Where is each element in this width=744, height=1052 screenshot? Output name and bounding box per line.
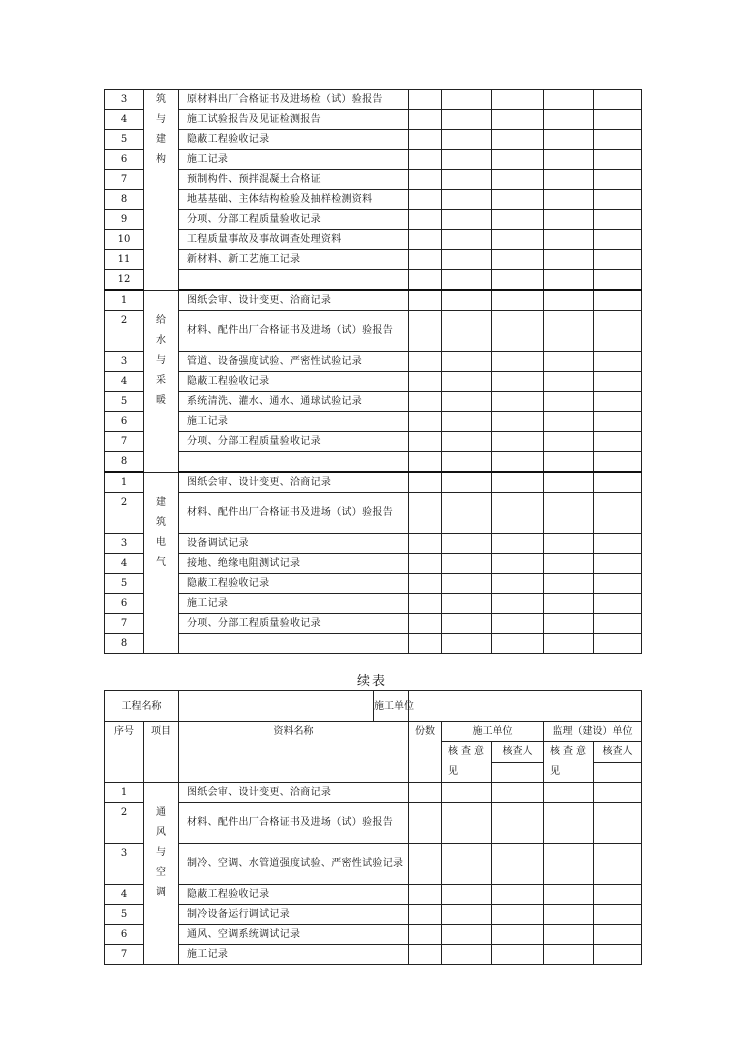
row-number: 3	[105, 90, 144, 110]
row-number: 3	[105, 844, 144, 885]
document-name: 预制构件、预拌混凝土合格证	[179, 170, 409, 190]
check-cell[interactable]	[492, 270, 544, 291]
row-number: 5	[105, 130, 144, 150]
check-cell[interactable]	[409, 230, 442, 250]
check-cell[interactable]	[594, 534, 642, 554]
document-name: 施工记录	[179, 150, 409, 170]
document-name: 分项、分部工程质量验收记录	[179, 210, 409, 230]
check-cell[interactable]	[544, 493, 594, 534]
check-cell[interactable]	[442, 885, 492, 905]
check-cell[interactable]	[409, 210, 442, 230]
row-number: 8	[105, 634, 144, 654]
check-cell[interactable]	[594, 574, 642, 594]
table-row	[105, 432, 642, 452]
check-cell[interactable]	[442, 90, 492, 110]
check-cell[interactable]	[492, 554, 544, 574]
check-cell[interactable]	[544, 885, 594, 905]
document-name: 材料、配件出厂合格证书及进场（试）验报告	[179, 493, 409, 534]
document-name: 设备调试记录	[179, 534, 409, 554]
check-cell[interactable]	[544, 250, 594, 270]
check-cell[interactable]	[442, 230, 492, 250]
row-number: 12	[105, 270, 144, 291]
table-row	[105, 472, 642, 493]
materials-checklist-table	[104, 89, 642, 654]
check-cell[interactable]	[492, 452, 544, 473]
check-cell[interactable]	[492, 783, 544, 803]
check-cell[interactable]	[442, 412, 492, 432]
category-cell	[144, 472, 179, 654]
check-cell[interactable]	[594, 352, 642, 372]
check-cell[interactable]	[594, 130, 642, 150]
check-cell[interactable]	[594, 472, 642, 493]
check-cell[interactable]	[409, 250, 442, 270]
check-cell[interactable]	[594, 925, 642, 945]
seq-label: 序号	[105, 722, 144, 783]
check-cell[interactable]	[442, 372, 492, 392]
check-cell[interactable]	[544, 472, 594, 493]
row-number: 4	[105, 554, 144, 574]
row-number: 2	[105, 803, 144, 844]
check-cell[interactable]	[544, 190, 594, 210]
check-cell[interactable]	[409, 885, 442, 905]
table-row	[105, 493, 642, 534]
check-cell[interactable]	[544, 574, 594, 594]
document-name: 分项、分部工程质量验收记录	[179, 432, 409, 452]
check-cell[interactable]	[492, 250, 544, 270]
check-cell[interactable]	[492, 472, 544, 493]
check-cell[interactable]	[409, 594, 442, 614]
check-cell[interactable]	[442, 170, 492, 190]
check-cell[interactable]	[492, 945, 544, 965]
table-row	[105, 130, 642, 150]
check-cell[interactable]	[544, 230, 594, 250]
check-cell[interactable]	[492, 534, 544, 554]
check-cell[interactable]	[409, 432, 442, 452]
check-cell[interactable]	[409, 110, 442, 130]
check-cell[interactable]	[442, 844, 492, 885]
document-name: 隐蔽工程验收记录	[179, 885, 409, 905]
check-cell[interactable]	[594, 783, 642, 803]
table-row	[105, 150, 642, 170]
row-number: 6	[105, 412, 144, 432]
check-cell[interactable]	[544, 90, 594, 110]
check-cell[interactable]	[442, 905, 492, 925]
check-cell[interactable]	[442, 925, 492, 945]
document-name: 施工记录	[179, 945, 409, 965]
document-name: 图纸会审、设计变更、洽商记录	[179, 290, 409, 311]
document-name: 制冷设备运行调试记录	[179, 905, 409, 925]
check-cell[interactable]	[409, 311, 442, 352]
check-cell[interactable]	[492, 614, 544, 634]
contractor-label: 施工单位	[442, 722, 544, 742]
check-cell[interactable]	[409, 803, 442, 844]
document-name: 管道、设备强度试验、严密性试验记录	[179, 352, 409, 372]
row-number: 8	[105, 190, 144, 210]
table-row	[105, 412, 642, 432]
check-cell[interactable]	[492, 925, 544, 945]
check-cell[interactable]	[594, 372, 642, 392]
row-number: 3	[105, 352, 144, 372]
check-cell[interactable]	[594, 270, 642, 291]
check-cell[interactable]	[442, 493, 492, 534]
row-number: 11	[105, 250, 144, 270]
check-cell[interactable]	[594, 554, 642, 574]
check-cell[interactable]	[492, 210, 544, 230]
row-number: 4	[105, 110, 144, 130]
check-cell[interactable]	[544, 614, 594, 634]
check-cell[interactable]	[544, 110, 594, 130]
check-cell[interactable]	[442, 452, 492, 473]
check-cell[interactable]	[544, 412, 594, 432]
document-name: 制冷、空调、水管道强度试验、严密性试验记录	[179, 844, 409, 885]
check-cell[interactable]	[594, 885, 642, 905]
table-row	[105, 311, 642, 352]
table-row	[105, 803, 642, 844]
check-cell[interactable]	[442, 250, 492, 270]
document-name	[179, 634, 409, 654]
check-cell[interactable]	[594, 210, 642, 230]
row-number: 1	[105, 783, 144, 803]
table-row	[105, 250, 642, 270]
table-row	[105, 594, 642, 614]
check-cell[interactable]	[442, 472, 492, 493]
check-cell[interactable]	[544, 452, 594, 473]
category-label: 筑与建构	[156, 94, 166, 166]
document-name: 施工记录	[179, 594, 409, 614]
check-cell[interactable]	[409, 574, 442, 594]
check-cell[interactable]	[492, 574, 544, 594]
check-cell[interactable]	[594, 150, 642, 170]
check-cell[interactable]	[594, 493, 642, 534]
check-cell[interactable]	[492, 634, 544, 654]
check-cell[interactable]	[409, 412, 442, 432]
check-cell[interactable]	[492, 432, 544, 452]
document-name: 新材料、新工艺施工记录	[179, 250, 409, 270]
check-cell[interactable]	[594, 311, 642, 352]
row-number: 8	[105, 452, 144, 473]
table-row	[105, 554, 642, 574]
row-number: 5	[105, 574, 144, 594]
check-cell[interactable]	[442, 554, 492, 574]
table-row	[105, 925, 642, 945]
check-cell[interactable]	[544, 311, 594, 352]
ventilation-checklist-table	[104, 690, 642, 965]
supervisor-checker-label: 核查人	[594, 742, 642, 763]
check-cell[interactable]	[409, 493, 442, 534]
row-number: 3	[105, 534, 144, 554]
check-cell[interactable]	[594, 230, 642, 250]
row-number: 7	[105, 614, 144, 634]
table-row	[105, 90, 642, 110]
check-cell[interactable]	[442, 432, 492, 452]
check-cell[interactable]	[442, 634, 492, 654]
contractor-checker-cell[interactable]	[492, 762, 544, 783]
check-cell[interactable]	[442, 311, 492, 352]
check-cell[interactable]	[594, 452, 642, 473]
check-cell[interactable]	[594, 945, 642, 965]
row-number: 7	[105, 432, 144, 452]
check-cell[interactable]	[544, 634, 594, 654]
copies-label: 份数	[409, 722, 442, 783]
check-cell[interactable]	[544, 290, 594, 311]
construction-unit-value[interactable]	[409, 691, 642, 722]
check-cell[interactable]	[442, 290, 492, 311]
category-label: 通风与空调	[156, 807, 166, 899]
category-cell	[144, 783, 179, 965]
check-cell[interactable]	[409, 170, 442, 190]
check-cell[interactable]	[594, 594, 642, 614]
check-cell[interactable]	[409, 534, 442, 554]
check-cell[interactable]	[492, 844, 544, 885]
table-row	[105, 905, 642, 925]
check-cell[interactable]	[492, 905, 544, 925]
row-number: 5	[105, 392, 144, 412]
check-cell[interactable]	[594, 190, 642, 210]
check-cell[interactable]	[544, 270, 594, 291]
contractor-checker-label: 核查人	[492, 742, 544, 763]
table-row	[105, 230, 642, 250]
check-cell[interactable]	[409, 392, 442, 412]
check-cell[interactable]	[409, 614, 442, 634]
check-cell[interactable]	[409, 783, 442, 803]
item-label: 项目	[144, 722, 179, 783]
document-name	[179, 270, 409, 291]
check-cell[interactable]	[409, 352, 442, 372]
check-cell[interactable]	[544, 392, 594, 412]
row-number: 4	[105, 372, 144, 392]
row-number: 2	[105, 311, 144, 352]
check-cell[interactable]	[409, 150, 442, 170]
check-cell[interactable]	[442, 210, 492, 230]
check-cell[interactable]	[544, 925, 594, 945]
construction-unit-label: 施工单位	[374, 691, 409, 722]
table-row	[105, 392, 642, 412]
check-cell[interactable]	[442, 150, 492, 170]
row-number: 1	[105, 290, 144, 311]
document-name: 材料、配件出厂合格证书及进场（试）验报告	[179, 803, 409, 844]
table-row	[105, 945, 642, 965]
table-row	[105, 534, 642, 554]
category-cell	[144, 90, 179, 291]
table-row	[105, 885, 642, 905]
check-cell[interactable]	[544, 210, 594, 230]
check-cell[interactable]	[409, 372, 442, 392]
check-cell[interactable]	[544, 905, 594, 925]
check-cell[interactable]	[492, 130, 544, 150]
check-cell[interactable]	[409, 90, 442, 110]
check-cell[interactable]	[544, 594, 594, 614]
table-row	[105, 372, 642, 392]
check-cell[interactable]	[544, 783, 594, 803]
table-row	[105, 190, 642, 210]
row-number: 4	[105, 885, 144, 905]
check-cell[interactable]	[442, 783, 492, 803]
check-cell[interactable]	[442, 130, 492, 150]
category-label: 给水与采暖	[156, 314, 166, 406]
row-number: 1	[105, 472, 144, 493]
check-cell[interactable]	[594, 250, 642, 270]
check-cell[interactable]	[409, 634, 442, 654]
check-cell[interactable]	[409, 945, 442, 965]
project-name-value[interactable]	[179, 691, 374, 722]
check-cell[interactable]	[409, 190, 442, 210]
check-cell[interactable]	[544, 432, 594, 452]
table-row	[105, 210, 642, 230]
check-cell[interactable]	[492, 150, 544, 170]
check-cell[interactable]	[442, 594, 492, 614]
check-cell[interactable]	[492, 372, 544, 392]
document-name: 材料、配件出厂合格证书及进场（试）验报告	[179, 311, 409, 352]
check-cell[interactable]	[594, 110, 642, 130]
table-row	[105, 574, 642, 594]
check-cell[interactable]	[492, 190, 544, 210]
check-cell[interactable]	[442, 945, 492, 965]
row-number: 7	[105, 170, 144, 190]
check-cell[interactable]	[544, 945, 594, 965]
document-name: 原材料出厂合格证书及进场检（试）验报告	[179, 90, 409, 110]
table-row	[105, 844, 642, 885]
supervisor-checker-cell[interactable]	[594, 762, 642, 783]
document-name: 隐蔽工程验收记录	[179, 574, 409, 594]
doc-name-label: 资料名称	[179, 722, 409, 783]
check-cell[interactable]	[594, 844, 642, 885]
check-cell[interactable]	[594, 803, 642, 844]
check-cell[interactable]	[594, 90, 642, 110]
check-cell[interactable]	[544, 534, 594, 554]
check-cell[interactable]	[594, 634, 642, 654]
check-cell[interactable]	[492, 170, 544, 190]
continued-title: 续表	[356, 674, 387, 689]
check-cell[interactable]	[492, 230, 544, 250]
check-cell[interactable]	[544, 554, 594, 574]
check-cell[interactable]	[492, 594, 544, 614]
table-row	[105, 352, 642, 372]
check-cell[interactable]	[492, 493, 544, 534]
check-cell[interactable]	[594, 412, 642, 432]
check-cell[interactable]	[409, 925, 442, 945]
row-number: 6	[105, 150, 144, 170]
table-row	[105, 270, 642, 291]
check-cell[interactable]	[594, 392, 642, 412]
category-label: 建筑电气	[156, 496, 166, 568]
check-cell[interactable]	[442, 803, 492, 844]
check-cell[interactable]	[492, 412, 544, 432]
document-name: 系统清洗、灌水、通水、通球试验记录	[179, 392, 409, 412]
check-cell[interactable]	[409, 270, 442, 291]
table-row	[105, 452, 642, 473]
check-cell[interactable]	[594, 614, 642, 634]
row-number: 6	[105, 925, 144, 945]
check-cell[interactable]	[442, 352, 492, 372]
check-cell[interactable]	[492, 392, 544, 412]
check-cell[interactable]	[492, 885, 544, 905]
document-name: 通风、空调系统调试记录	[179, 925, 409, 945]
table-row	[105, 614, 642, 634]
row-number: 10	[105, 230, 144, 250]
table-row	[105, 170, 642, 190]
row-number: 2	[105, 493, 144, 534]
check-cell[interactable]	[409, 905, 442, 925]
table-row	[105, 290, 642, 311]
check-cell[interactable]	[544, 352, 594, 372]
supervisor-check-opinion-label: 核查意见	[544, 742, 594, 783]
check-cell[interactable]	[544, 170, 594, 190]
check-cell[interactable]	[544, 372, 594, 392]
supervisor-label: 监理（建设）单位	[544, 722, 642, 742]
check-cell[interactable]	[442, 190, 492, 210]
check-cell[interactable]	[409, 554, 442, 574]
check-cell[interactable]	[409, 452, 442, 473]
document-name: 施工试验报告及见证检测报告	[179, 110, 409, 130]
document-name: 隐蔽工程验收记录	[179, 130, 409, 150]
check-cell[interactable]	[492, 803, 544, 844]
row-number: 6	[105, 594, 144, 614]
document-name: 图纸会审、设计变更、洽商记录	[179, 472, 409, 493]
check-cell[interactable]	[409, 290, 442, 311]
check-cell[interactable]	[442, 110, 492, 130]
row-number: 9	[105, 210, 144, 230]
check-cell[interactable]	[492, 290, 544, 311]
category-cell	[144, 290, 179, 472]
check-cell[interactable]	[442, 614, 492, 634]
check-cell[interactable]	[492, 311, 544, 352]
check-cell[interactable]	[544, 844, 594, 885]
row-number: 5	[105, 905, 144, 925]
check-cell[interactable]	[442, 534, 492, 554]
check-cell[interactable]	[594, 432, 642, 452]
document-name: 图纸会审、设计变更、洽商记录	[179, 783, 409, 803]
table-row	[105, 634, 642, 654]
check-cell[interactable]	[409, 130, 442, 150]
check-cell[interactable]	[492, 90, 544, 110]
check-cell[interactable]	[594, 905, 642, 925]
check-cell[interactable]	[409, 472, 442, 493]
document-name: 地基基础、主体结构检验及抽样检测资料	[179, 190, 409, 210]
check-cell[interactable]	[594, 290, 642, 311]
check-cell[interactable]	[442, 270, 492, 291]
document-name: 隐蔽工程验收记录	[179, 372, 409, 392]
document-name: 施工记录	[179, 412, 409, 432]
document-name	[179, 452, 409, 473]
check-cell[interactable]	[492, 352, 544, 372]
check-cell[interactable]	[544, 130, 594, 150]
document-name: 工程质量事故及事故调查处理资料	[179, 230, 409, 250]
document-name: 分项、分部工程质量验收记录	[179, 614, 409, 634]
check-cell[interactable]	[594, 170, 642, 190]
contractor-check-opinion-label: 核查意见	[442, 742, 492, 783]
table-row	[105, 783, 642, 803]
check-cell[interactable]	[544, 803, 594, 844]
check-cell[interactable]	[442, 392, 492, 412]
check-cell[interactable]	[492, 110, 544, 130]
project-name-label: 工程名称	[105, 691, 179, 722]
check-cell[interactable]	[544, 150, 594, 170]
document-name: 接地、绝缘电阻测试记录	[179, 554, 409, 574]
check-cell[interactable]	[442, 574, 492, 594]
check-cell[interactable]	[409, 844, 442, 885]
table-row	[105, 110, 642, 130]
row-number: 7	[105, 945, 144, 965]
